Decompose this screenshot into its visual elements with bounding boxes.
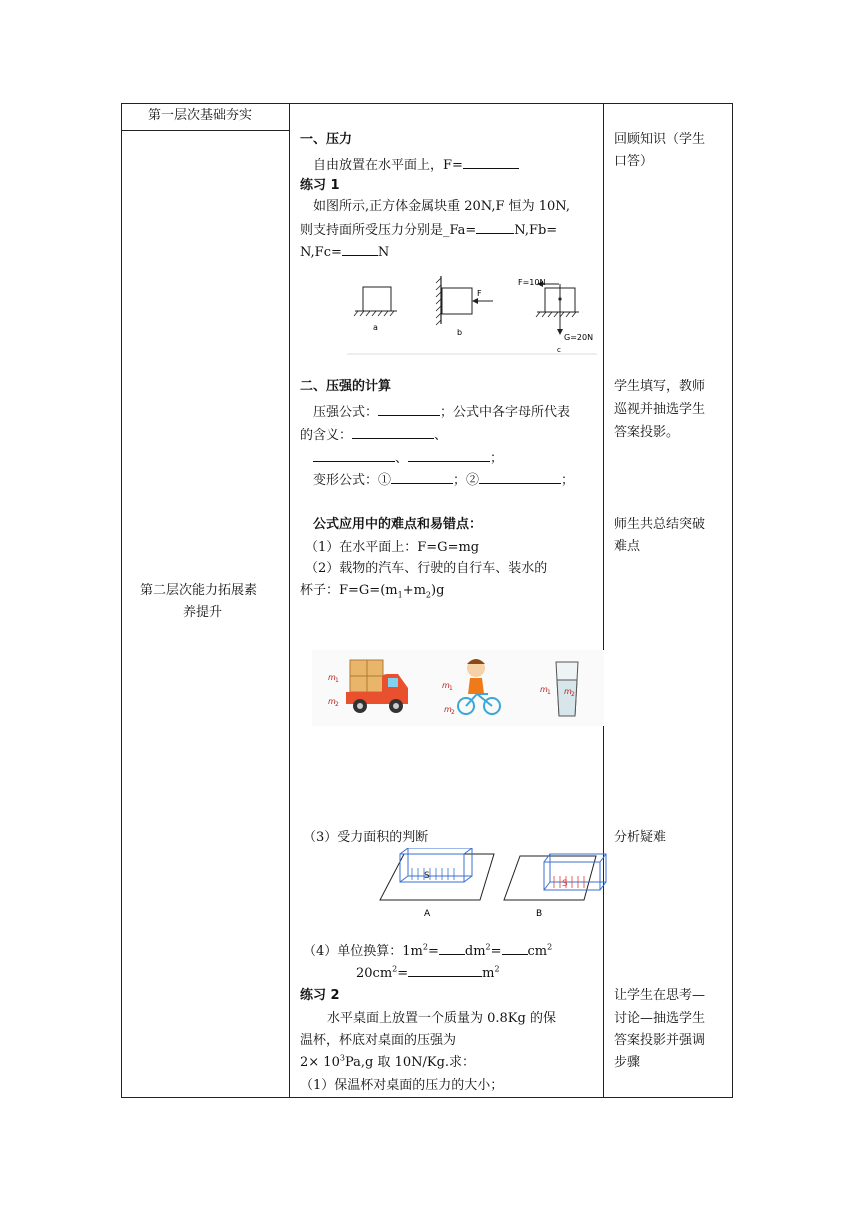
figure-b-label: b xyxy=(457,328,463,337)
formula-line4: 变形公式：① ；② ； xyxy=(313,470,574,490)
area-a-s-label: S xyxy=(424,871,430,881)
figure-c xyxy=(518,278,593,354)
exercise2-title: 练习 2 xyxy=(300,988,340,1003)
column-divider xyxy=(603,104,604,1097)
area-a-label: A xyxy=(424,909,431,919)
figure-c-force: F=10N xyxy=(518,278,546,287)
exercise2-line2: 温杯，杯底对桌面的压强为 xyxy=(300,1033,457,1048)
figure-c-weight: G=20N xyxy=(564,333,594,342)
area-figure xyxy=(374,848,608,920)
formula-line3: 、 ； xyxy=(313,448,503,468)
formula-line2: 的含义： 、 xyxy=(300,425,447,445)
right-note-4: 分析疑难 xyxy=(614,830,667,845)
exercise1-line2: 则支持面所受压力分别是_Fa= N,Fb= xyxy=(300,220,557,240)
svg-text:1: 1 xyxy=(335,677,339,684)
svg-text:2: 2 xyxy=(571,691,575,698)
svg-text:m: m xyxy=(328,697,336,706)
right-note-1b: 口答） xyxy=(614,154,654,169)
exercise1-line1: 如图所示,正方体金属块重 20N,F 恒为 10N, xyxy=(313,199,570,214)
area-b-label: B xyxy=(536,909,543,919)
key-point-2b: 杯子：$F=G=(m_1+m_2)g$ xyxy=(300,583,445,600)
key-points-heading: 公式应用中的难点和易错点： xyxy=(313,517,483,532)
right-note-5c: 答案投影并强调 xyxy=(614,1033,706,1048)
exercise2-line1: 水平桌面上放置一个质量为 0.8Kg 的保 xyxy=(327,1011,556,1026)
key-point-1: （1）在水平面上：F=G=mg xyxy=(305,540,480,555)
load-illustrations xyxy=(312,650,604,726)
area-figure-b xyxy=(504,854,606,919)
right-note-3a: 师生共总结突破 xyxy=(614,517,706,532)
right-note-3b: 难点 xyxy=(614,539,641,554)
key-point-4: （4）单位换算：$1m^2= dm^2= cm^2$ xyxy=(303,942,553,959)
svg-text:2: 2 xyxy=(451,709,455,716)
exercise1-title: 练习 1 xyxy=(300,178,340,193)
level2-label-line1: 第二层次能力拓展素 xyxy=(140,583,258,598)
svg-text:m: m xyxy=(540,685,548,694)
section1-heading: 一、压力 xyxy=(300,132,353,147)
figure-c-label: c xyxy=(557,346,561,354)
level2-label-line2: 养提升 xyxy=(183,605,223,620)
section2-heading: 二、压强的计算 xyxy=(300,379,392,394)
figure-b xyxy=(436,276,493,337)
svg-text:m: m xyxy=(442,681,450,690)
key-point-4b: $20cm^2= m^2$ xyxy=(356,964,500,981)
key-point-2a: （2）载物的汽车、行驶的自行车、装水的 xyxy=(305,561,548,576)
figure-a-label: a xyxy=(373,323,378,332)
right-note-2c: 答案投影。 xyxy=(614,425,680,440)
svg-text:m: m xyxy=(444,705,452,714)
figure-b-force: F xyxy=(477,289,482,298)
row-divider xyxy=(122,130,289,131)
column-divider xyxy=(289,104,290,1097)
section1-line1: 自由放置在水平面上，F= xyxy=(313,155,519,175)
right-note-1a: 回顾知识（学生 xyxy=(614,132,706,147)
right-note-2a: 学生填写，教师 xyxy=(614,379,706,394)
svg-text:2: 2 xyxy=(335,701,339,708)
svg-text:m: m xyxy=(328,673,336,682)
svg-text:1: 1 xyxy=(449,685,453,692)
svg-text:m: m xyxy=(564,687,572,696)
area-b-s-label: S xyxy=(562,879,568,889)
right-note-5d: 步骤 xyxy=(614,1055,641,1070)
exercise2-line3: $2\times 10^3Pa,g$ 取 10N/Kg.求： xyxy=(300,1053,476,1070)
exercise2-line4: （1）保温杯对桌面的压力的大小； xyxy=(300,1078,504,1093)
formula-line1: 压强公式： ；公式中各字母所代表 xyxy=(313,402,570,422)
area-figure-a xyxy=(380,848,494,919)
right-note-2b: 巡视并抽选学生 xyxy=(614,402,706,417)
right-note-5b: 讨论—抽选学生 xyxy=(614,1011,706,1026)
exercise1-line3: N,Fc= N xyxy=(300,242,389,262)
key-point-3: （3）受力面积的判断 xyxy=(303,830,429,845)
level1-label: 第一层次基础夯实 xyxy=(148,108,253,123)
right-note-5a: 让学生在思考— xyxy=(614,988,706,1003)
force-figure xyxy=(345,270,605,358)
figure-a xyxy=(354,287,397,332)
svg-text:1: 1 xyxy=(547,689,551,696)
